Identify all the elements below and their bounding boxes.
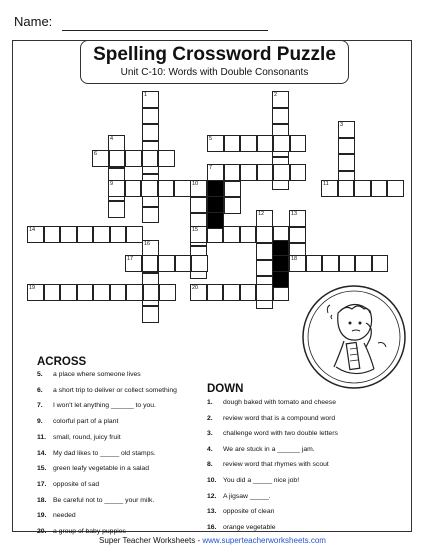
clue-label: 5. <box>37 371 43 378</box>
clue-label: 12. <box>207 492 217 500</box>
footer-url[interactable]: www.superteacherworksheets.com <box>202 536 326 545</box>
clue-number: 9 <box>110 181 114 187</box>
clue-label: 1. <box>207 399 213 406</box>
clue-number: 10 <box>192 181 199 187</box>
crossword-cell[interactable] <box>142 306 159 323</box>
crossword-cell[interactable] <box>289 227 306 244</box>
clue-number: 18 <box>291 256 298 262</box>
clue-label: 17. <box>37 480 47 488</box>
clue-number: 6 <box>94 151 98 157</box>
clue-number: 7 <box>209 165 213 171</box>
clue-label: 6. <box>37 386 43 394</box>
across-clue <box>37 497 154 504</box>
crossword-cell[interactable] <box>240 226 257 243</box>
down-clue <box>207 430 338 437</box>
crossword-cell[interactable] <box>273 164 290 181</box>
crossword-cell[interactable] <box>60 284 77 301</box>
crossword-cell[interactable] <box>224 164 241 181</box>
footer <box>0 536 425 545</box>
clue-label: 20. <box>37 528 47 535</box>
crossword-cell[interactable] <box>175 255 192 272</box>
crossword-cell[interactable] <box>77 284 94 301</box>
crossword-cell[interactable] <box>224 197 241 214</box>
crossword-cell <box>207 180 224 197</box>
crossword-cell[interactable] <box>110 226 127 243</box>
crossword-cell[interactable] <box>207 135 224 152</box>
clue-label: 16. <box>207 523 217 531</box>
crossword-cell[interactable] <box>142 124 159 141</box>
crossword-cell[interactable] <box>44 284 61 301</box>
child-thinking-illustration <box>300 283 408 391</box>
crossword-cell[interactable] <box>141 180 158 197</box>
crossword-cell[interactable] <box>142 255 159 272</box>
crossword-cell[interactable] <box>355 255 372 272</box>
down-clue <box>207 524 276 531</box>
crossword-cell[interactable] <box>256 226 273 243</box>
crossword-cell[interactable] <box>158 180 175 197</box>
crossword-cell[interactable] <box>93 226 110 243</box>
clue-text: dough baked with tomato and cheese <box>223 399 336 406</box>
crossword-cell <box>207 212 224 229</box>
across-clue <box>37 450 156 457</box>
crossword-cell[interactable] <box>142 91 159 108</box>
crossword-cell[interactable] <box>240 135 257 152</box>
clue-text: a group of baby puppies <box>53 528 126 535</box>
crossword-cell[interactable] <box>126 226 143 243</box>
clue-number: 20 <box>192 285 199 291</box>
crossword-cell[interactable] <box>257 164 274 181</box>
name-label: Name: <box>14 14 53 29</box>
crossword-cell[interactable] <box>322 255 339 272</box>
clue-text: challenge word with two double letters <box>223 430 338 438</box>
crossword-cell[interactable] <box>256 284 273 301</box>
clue-number: 2 <box>274 92 278 98</box>
clue-text: green leafy vegetable in a salad <box>53 465 149 473</box>
clue-label: 4. <box>207 445 213 453</box>
clue-number: 16 <box>144 241 151 247</box>
crossword-cell[interactable] <box>191 255 208 272</box>
page-subtitle: Unit C-10: Words with Double Consonants <box>120 67 309 78</box>
crossword-cell <box>207 196 224 213</box>
down-heading: DOWN <box>207 383 244 395</box>
crossword-cell[interactable] <box>289 210 306 227</box>
crossword-cell[interactable] <box>108 180 125 197</box>
crossword-cell[interactable] <box>338 180 355 197</box>
crossword-cell[interactable] <box>108 201 125 218</box>
clue-text: I won't let anything ______ to you. <box>53 402 156 410</box>
crossword-cell[interactable] <box>256 210 273 227</box>
crossword-cell[interactable] <box>125 150 142 167</box>
crossword-cell[interactable] <box>371 180 388 197</box>
down-clue <box>207 446 315 453</box>
crossword-cell[interactable] <box>223 226 240 243</box>
crossword-cell[interactable] <box>306 255 323 272</box>
clue-number: 14 <box>29 227 36 233</box>
crossword-cell[interactable] <box>190 180 207 197</box>
clue-number: 19 <box>29 285 36 291</box>
crossword-cell[interactable] <box>92 150 109 167</box>
crossword-cell[interactable] <box>354 180 371 197</box>
crossword-cell[interactable] <box>174 180 191 197</box>
down-clue <box>207 508 274 515</box>
crossword-cell[interactable] <box>125 180 142 197</box>
down-clue <box>207 415 335 422</box>
clue-text: a place where someone lives <box>53 371 141 378</box>
crossword-cell[interactable] <box>27 226 44 243</box>
clue-text: We are stuck in a ______ jam. <box>223 445 315 453</box>
crossword-cell[interactable] <box>109 150 126 167</box>
clue-text: colorful part of a plant <box>53 418 119 426</box>
crossword-cell[interactable] <box>338 121 355 138</box>
crossword-cell[interactable] <box>223 284 240 301</box>
down-clue <box>207 461 329 468</box>
crossword-cell[interactable] <box>224 181 241 198</box>
clue-label: 11. <box>37 433 47 441</box>
crossword-cell[interactable] <box>77 226 94 243</box>
crossword-cell[interactable] <box>289 255 306 272</box>
clue-number: 15 <box>192 227 199 233</box>
crossword-cell[interactable] <box>207 284 224 301</box>
across-clue <box>37 465 149 472</box>
across-clue <box>37 387 177 394</box>
clue-text: Be careful not to _____ your milk. <box>53 496 155 504</box>
crossword-cell[interactable] <box>321 180 338 197</box>
crossword-cell[interactable] <box>142 108 159 125</box>
footer-separator: - <box>195 536 203 545</box>
crossword-cell[interactable] <box>240 284 257 301</box>
across-clue <box>37 434 121 441</box>
crossword-cell[interactable] <box>159 284 176 301</box>
clue-text: orange vegetable <box>223 523 276 531</box>
crossword-cell[interactable] <box>272 91 289 108</box>
clue-text: opposite of clean <box>223 508 275 516</box>
crossword-cell[interactable] <box>273 135 290 152</box>
across-clue <box>37 402 156 409</box>
crossword-cell[interactable] <box>190 226 207 243</box>
crossword-cell[interactable] <box>143 284 160 301</box>
clue-number: 11 <box>323 181 329 187</box>
clue-text: review word that rhymes with scout <box>223 461 329 469</box>
clue-text: My dad likes to _____ old stamps. <box>53 449 156 457</box>
clue-text: opposite of sad <box>53 480 100 488</box>
crossword-cell[interactable] <box>240 164 257 181</box>
clue-number: 1 <box>144 92 148 98</box>
crossword-cell[interactable] <box>44 226 61 243</box>
clue-number: 17 <box>127 256 134 262</box>
crossword-cell[interactable] <box>387 180 404 197</box>
crossword-cell <box>272 271 289 288</box>
clue-label: 15. <box>37 465 47 473</box>
crossword-cell[interactable] <box>338 138 355 155</box>
crossword-cell[interactable] <box>158 255 175 272</box>
crossword-cell[interactable] <box>338 154 355 171</box>
clue-label: 19. <box>37 512 47 520</box>
crossword-cell[interactable] <box>126 284 143 301</box>
down-clue <box>207 399 336 406</box>
clue-label: 3. <box>207 430 213 438</box>
crossword-cell[interactable] <box>158 150 175 167</box>
clue-text: a short trip to deliver or collect something <box>53 386 177 394</box>
clue-label: 9. <box>37 418 43 426</box>
crossword-cell[interactable] <box>110 284 127 301</box>
crossword-cell[interactable] <box>256 260 273 277</box>
clue-number: 3 <box>340 122 344 128</box>
clue-label: 2. <box>207 414 213 422</box>
crossword-cell[interactable] <box>290 135 307 152</box>
crossword-cell[interactable] <box>339 255 356 272</box>
clue-text: You did a _____ nice job! <box>223 477 300 484</box>
clue-label: 18. <box>37 496 47 504</box>
across-clue <box>37 481 99 488</box>
crossword-cell <box>272 255 289 272</box>
footer-brand: Super Teacher Worksheets <box>99 536 196 545</box>
crossword-cell[interactable] <box>257 135 274 152</box>
across-heading: ACROSS <box>37 356 87 368</box>
clue-label: 10. <box>207 477 217 484</box>
across-clue <box>37 512 76 519</box>
crossword-cell[interactable] <box>142 150 159 167</box>
clue-label: 14. <box>37 449 47 457</box>
clue-number: 12 <box>258 211 265 217</box>
clue-number: 13 <box>291 211 298 217</box>
across-clue <box>37 371 141 378</box>
crossword-cell[interactable] <box>290 164 307 181</box>
crossword-cell[interactable] <box>27 284 44 301</box>
page-title: Spelling Crossword Puzzle <box>93 44 336 65</box>
down-clue <box>207 493 271 500</box>
crossword-cell[interactable] <box>207 164 224 181</box>
clue-label: 8. <box>207 461 213 469</box>
crossword-cell[interactable] <box>125 255 142 272</box>
crossword-cell[interactable] <box>372 255 389 272</box>
clue-text: review word that is a compound word <box>223 414 336 422</box>
crossword-cell[interactable] <box>142 207 159 224</box>
clue-label: 13. <box>207 508 217 516</box>
crossword-cell[interactable] <box>190 197 207 214</box>
crossword-cell[interactable] <box>190 284 207 301</box>
clue-text: small, round, juicy fruit <box>53 433 121 441</box>
crossword-cell[interactable] <box>224 135 241 152</box>
crossword-cell[interactable] <box>256 243 273 260</box>
clue-label: 7. <box>37 402 43 410</box>
crossword-cell[interactable] <box>93 284 110 301</box>
clue-text: A jigsaw _____. <box>223 492 271 500</box>
clue-text: needed <box>53 512 76 520</box>
clue-number: 5 <box>209 136 213 142</box>
crossword-cell[interactable] <box>272 108 289 125</box>
down-clue <box>207 477 299 484</box>
across-clue <box>37 528 126 535</box>
clue-number: 4 <box>110 136 114 142</box>
crossword-cell[interactable] <box>60 226 77 243</box>
across-clue <box>37 418 118 425</box>
